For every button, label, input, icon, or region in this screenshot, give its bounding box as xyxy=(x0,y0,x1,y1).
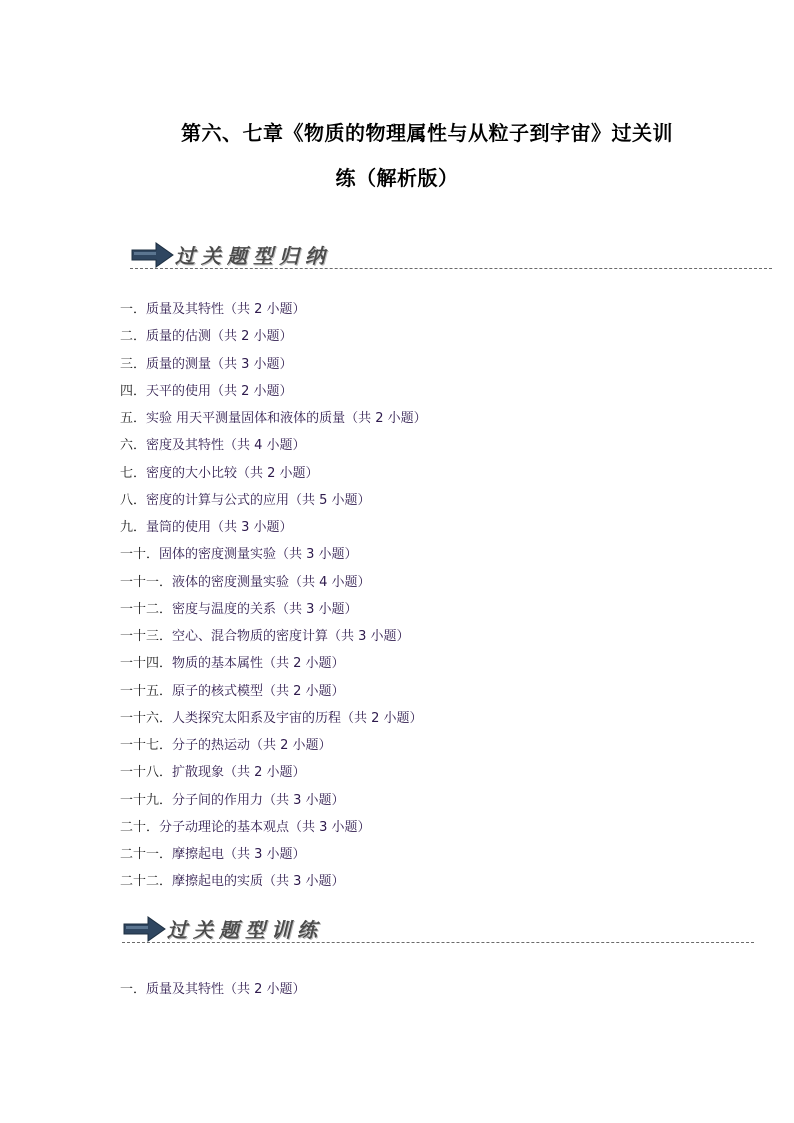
topic-number: 一十二． xyxy=(120,601,173,617)
question-training-heading: 过关题型训练 xyxy=(167,918,323,942)
topic-number: 三． xyxy=(120,356,147,372)
topic-number: 四． xyxy=(120,383,147,399)
topic-title: 密度的计算与公式的应用（共 5 小题） xyxy=(146,492,371,508)
topic-number: 七． xyxy=(120,465,147,481)
list-item xyxy=(120,518,427,545)
topic-title: 密度的大小比较（共 2 小题） xyxy=(146,465,319,481)
list-item xyxy=(120,654,427,681)
topic-title: 密度与温度的关系（共 3 小题） xyxy=(172,601,358,617)
topic-title: 原子的核式模型（共 2 小题） xyxy=(172,683,345,699)
topic-title: 液体的密度测量实验（共 4 小题） xyxy=(172,574,371,590)
list-item xyxy=(120,600,427,627)
list-item xyxy=(120,300,427,327)
question-types-heading: 过关题型归纳 xyxy=(175,244,331,268)
topic-number: 二． xyxy=(120,329,147,345)
dashed-divider xyxy=(122,942,754,943)
list-item xyxy=(120,573,427,600)
topic-title: 质量及其特性（共 2 小题） xyxy=(146,302,306,317)
arrow-right-icon xyxy=(122,916,166,942)
topic-number: 六． xyxy=(120,438,147,454)
question-types-banner xyxy=(130,240,772,282)
question-training-banner xyxy=(122,914,754,956)
list-item xyxy=(120,627,427,654)
list-item xyxy=(120,545,427,572)
topic-number: 一十八． xyxy=(120,765,173,781)
topic-title: 质量的估测（共 2 小题） xyxy=(146,329,293,345)
topic-title: 物质的基本属性（共 2 小题） xyxy=(172,656,345,672)
list-item xyxy=(120,709,427,736)
topic-number: 一十三． xyxy=(120,629,173,644)
topic-number: 二十． xyxy=(120,819,160,835)
topic-number: 八． xyxy=(120,492,147,508)
topic-number: 九． xyxy=(120,520,147,535)
topic-number: 一． xyxy=(120,302,147,317)
topic-number: 一十七． xyxy=(120,738,173,753)
list-item xyxy=(120,355,427,382)
list-item xyxy=(120,872,427,899)
topic-number: 一十九． xyxy=(120,792,173,808)
topic-number: 一十四． xyxy=(120,656,173,672)
list-item xyxy=(120,818,427,845)
topic-title: 空心、混合物质的密度计算（共 3 小题） xyxy=(172,629,410,644)
topic-title: 固体的密度测量实验（共 3 小题） xyxy=(159,547,358,563)
dashed-divider xyxy=(130,268,772,269)
list-item xyxy=(120,845,427,872)
topic-title: 分子动理论的基本观点（共 3 小题） xyxy=(159,819,371,835)
list-item xyxy=(120,382,427,409)
document-title-line-1: 第六、七章《物质的物理属性与从粒子到宇宙》过关训 xyxy=(181,121,673,145)
list-item xyxy=(120,409,427,436)
topic-number: 一十六． xyxy=(120,710,173,726)
list-item xyxy=(120,736,427,763)
topic-number: 一十一． xyxy=(120,574,173,590)
topic-number: 一十． xyxy=(120,547,160,563)
section-heading xyxy=(120,980,306,1000)
topic-list xyxy=(120,300,427,900)
list-item xyxy=(120,464,427,491)
topic-title: 分子的热运动（共 2 小题） xyxy=(172,738,332,753)
topic-title: 分子间的作用力（共 3 小题） xyxy=(172,792,345,808)
topic-title: 实验 用天平测量固体和液体的质量（共 2 小题） xyxy=(146,411,427,426)
list-item xyxy=(120,327,427,354)
arrow-right-icon xyxy=(130,242,174,268)
topic-title: 密度及其特性（共 4 小题） xyxy=(146,438,306,454)
topic-number: 二十二． xyxy=(120,874,173,890)
topic-number: 一十五． xyxy=(120,683,173,699)
list-item xyxy=(120,791,427,818)
document-title-line-2: 练（解析版） xyxy=(335,166,459,190)
topic-title: 摩擦起电的实质（共 3 小题） xyxy=(172,874,345,890)
list-item xyxy=(120,491,427,518)
topic-title: 天平的使用（共 2 小题） xyxy=(146,383,293,399)
topic-title: 摩擦起电（共 3 小题） xyxy=(172,847,306,862)
topic-number: 二十一． xyxy=(120,847,173,862)
topic-number: 五． xyxy=(120,411,147,426)
list-item xyxy=(120,436,427,463)
list-item xyxy=(120,763,427,790)
section-topic: 质量及其特性（共 2 小题） xyxy=(146,982,306,997)
topic-title: 扩散现象（共 2 小题） xyxy=(172,765,306,781)
topic-title: 质量的测量（共 3 小题） xyxy=(146,356,293,372)
topic-title: 人类探究太阳系及宇宙的历程（共 2 小题） xyxy=(172,710,423,726)
list-item xyxy=(120,682,427,709)
section-number: 一． xyxy=(120,982,147,997)
topic-title: 量筒的使用（共 3 小题） xyxy=(146,520,293,535)
